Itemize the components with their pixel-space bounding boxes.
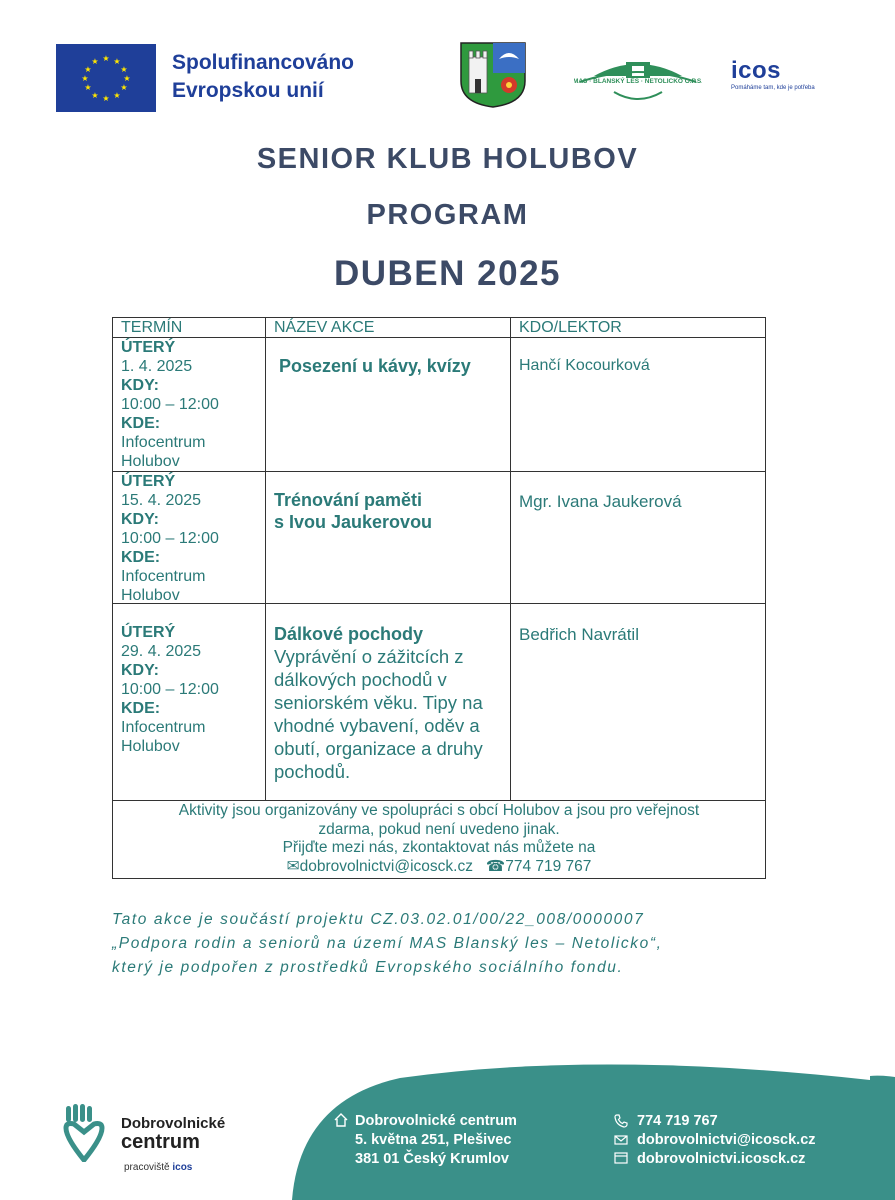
footer-line: zdarma, pokud není uvedeno jinak.: [318, 820, 560, 838]
event-title: Posezení u kávy, kvízy: [279, 356, 471, 376]
table-row: [113, 338, 765, 472]
svg-text:★: ★: [120, 65, 128, 74]
lector-cell: [511, 604, 765, 800]
term-cell: ÚTERÝ 29. 4. 2025 KDY: 10:00 – 12:00 KDE: Infocentrum Holubov: [113, 604, 266, 800]
footer-line: Aktivity jsou organizovány ve spolupráci s obcí Holubov a jsou pro veřejnost: [178, 802, 700, 819]
svg-text:★: ★: [102, 94, 110, 103]
table-header-row: [113, 318, 765, 338]
footer-web[interactable]: dobrovolnictvi.icosck.cz: [637, 1151, 806, 1167]
web-icon: [614, 1151, 628, 1165]
svg-text:★: ★: [113, 57, 121, 66]
svg-text:★: ★: [84, 83, 92, 92]
svg-text:MAS · BLANSKÝ LES · NETOLICKO: MAS · BLANSKÝ LES · NETOLICKO O.P.S.: [574, 78, 702, 85]
phone-icon: ☎: [485, 857, 506, 875]
phone-icon: [614, 1114, 628, 1128]
footer-address: Dobrovolnické centrum 5. května 251, Plešivec 381 01 Český Krumlov: [355, 1113, 517, 1167]
dc-name-line1: Dobrovolnické: [121, 1115, 226, 1132]
envelope-icon: ✉: [286, 857, 300, 875]
header-termin: TERMÍN: [113, 318, 266, 337]
holubov-crest-logo: [459, 41, 527, 109]
table-row: [113, 472, 765, 604]
icos-logo: icos Pomáháme tam, kde je potřeba: [731, 57, 815, 91]
svg-text:★: ★: [102, 54, 110, 63]
lector-name: Mgr. Ivana Jaukerová: [519, 492, 682, 511]
svg-text:★: ★: [84, 65, 92, 74]
email-icon: [614, 1133, 628, 1147]
month-title: DUBEN 2025: [333, 254, 562, 293]
svg-text:★: ★: [91, 57, 99, 66]
program-title: PROGRAM: [366, 199, 529, 231]
volunteer-hand-heart-icon: [62, 1104, 106, 1162]
dc-name-line2: centrum: [121, 1131, 200, 1153]
club-title: SENIOR KLUB HOLUBOV: [256, 143, 639, 175]
event-cell: [266, 472, 511, 603]
home-icon: [334, 1113, 348, 1127]
project-note: Tato akce je součástí projektu CZ.03.02.01/00/22_008/0000007 „Podpora rodin a seniorů na území MAS Blanský les – Netolicko“, který je podpořen z prostředků Evropského sociálního fondu.: [112, 911, 663, 976]
header-kdo-lektor: KDO/LEKTOR: [519, 319, 622, 336]
event-description: Vyprávění o zážitcích z dálkových pochodů v seniorském věku. Tipy na vhodné vybavení, oděv a obutí, organizace a druhy pochodů.: [274, 646, 483, 782]
lector-name: Hančí Kocourková: [519, 357, 650, 374]
mas-blansky-les-logo: [574, 52, 702, 108]
contact-email-link[interactable]: dobrovolnictvi@icosck.cz: [299, 857, 473, 875]
svg-text:★: ★: [113, 91, 121, 100]
event-title: Trénování paměti s Ivou Jaukerovou: [274, 490, 433, 532]
event-cell: [266, 338, 511, 471]
eu-flag-logo: [56, 44, 156, 112]
footer-contacts: [637, 1112, 816, 1169]
term-cell: ÚTERÝ 15. 4. 2025 KDY: 10:00 – 12:00 KDE: Infocentrum Holubov: [113, 472, 266, 603]
contact-phone[interactable]: 774 719 767: [505, 857, 592, 875]
footer-email[interactable]: dobrovolnictvi@icosck.cz: [637, 1132, 816, 1148]
footer-contact-line: [113, 858, 765, 877]
lector-cell: [511, 472, 765, 603]
eu-cofinanced-text: Spolufinancováno Evropskou unií: [172, 51, 355, 102]
term-cell: ÚTERÝ 1. 4. 2025 KDY: 10:00 – 12:00 KDE: Infocentrum Holubov: [113, 338, 266, 471]
header-nazev-akce: NÁZEV AKCE: [266, 318, 511, 337]
table-row: [113, 604, 765, 801]
footer-line: Přijďte mezi nás, zkontaktovat nás můžete na: [282, 839, 596, 856]
footer-phone[interactable]: 774 719 767: [637, 1113, 718, 1129]
svg-text:★: ★: [81, 74, 89, 83]
dc-workplace: pracoviště icos: [124, 1162, 193, 1173]
program-table: [112, 317, 766, 879]
event-cell: [266, 604, 511, 800]
lector-name: Bedřich Navrátil: [519, 625, 639, 644]
svg-text:★: ★: [123, 74, 131, 83]
svg-text:★: ★: [120, 83, 128, 92]
lector-cell: [511, 338, 765, 471]
table-footer-row: [113, 801, 765, 878]
svg-text:★: ★: [91, 91, 99, 100]
event-title: Dálkové pochody: [274, 624, 424, 644]
